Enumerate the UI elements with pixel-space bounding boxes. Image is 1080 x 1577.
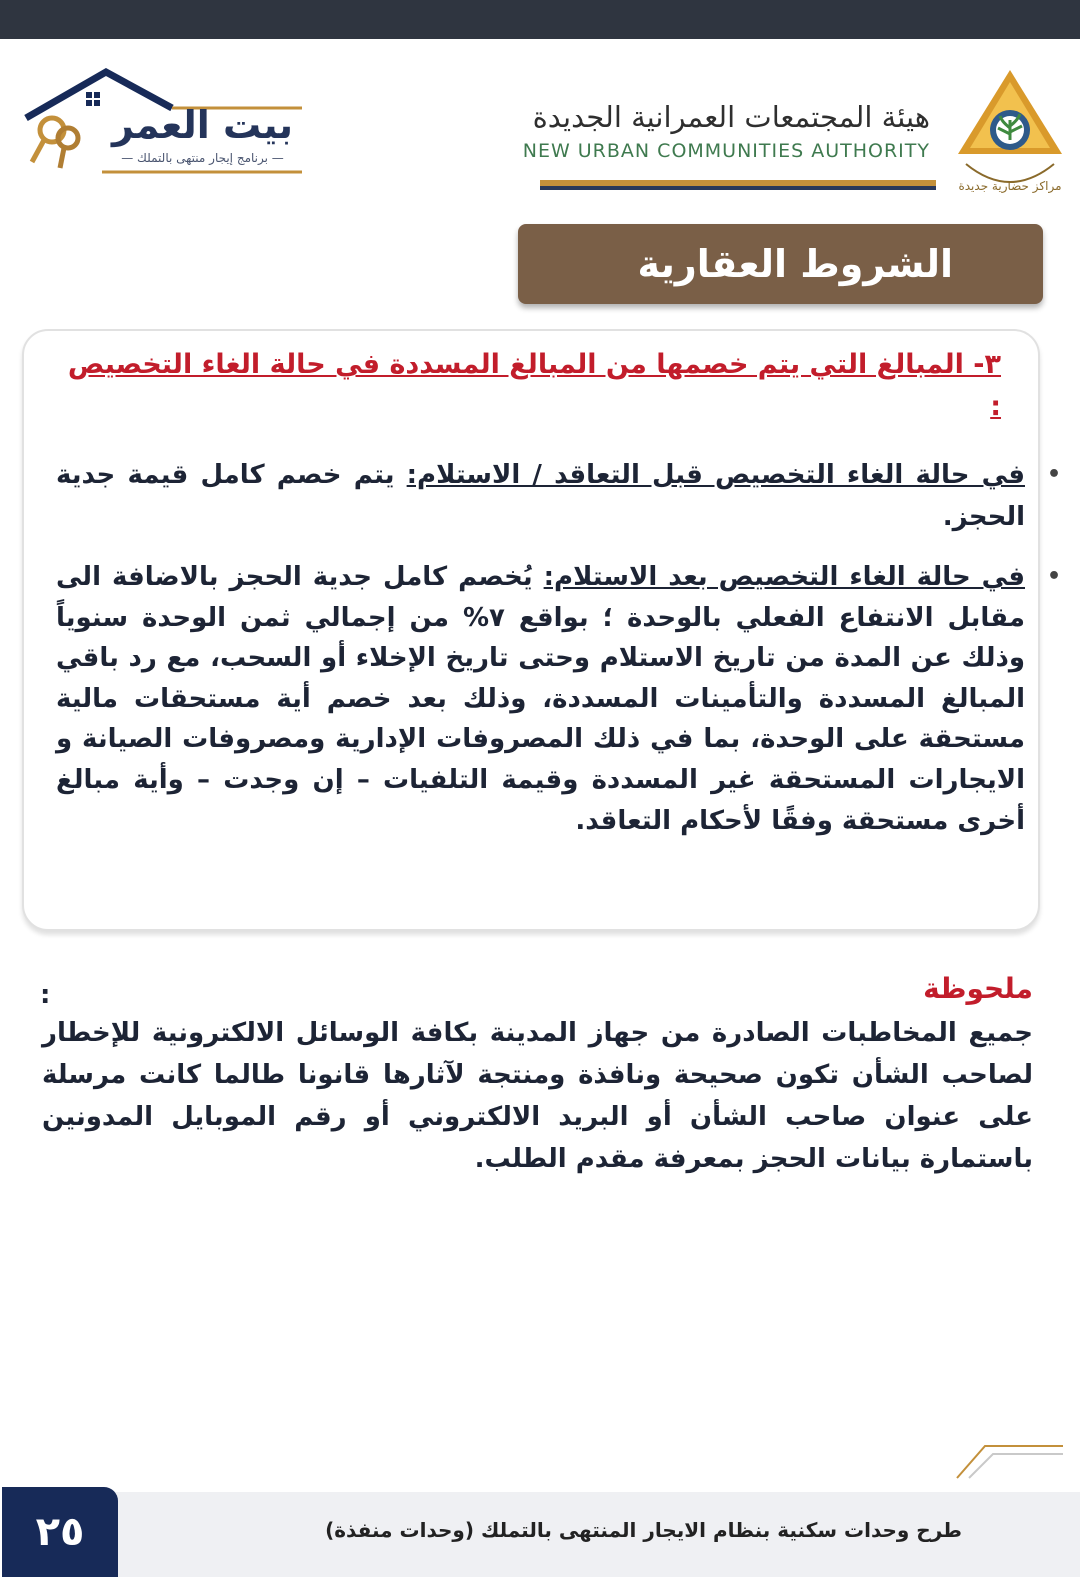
bullet-lead: في حالة الغاء التخصيص قبل التعاقد / الاستلام: bbox=[406, 460, 1025, 490]
authority-name-ar: هيئة المجتمعات العمرانية الجديدة bbox=[532, 100, 930, 134]
bullet-body: يُخصم كامل جدية الحجز بالاضافة الى مقابل الانتفاع الفعلي بالوحدة ؛ بواقع ٧% من إجمالي ثمن الوحدة سنوياً وذلك عن المدة من تاريخ الاستلام وحتى تاريخ الإخلاء أو السحب، مع رد باقي المبالغ المسددة والتأمينات المسددة، وذلك بعد خصم أية مستحقات مالية مستحقة على الوحدة، بما في ذلك المصروفات الإدارية ومصروفات الصيانة و الايجارات المستحقة غير المسددة وقيمة التلفيات – إن وجدت – وأية مبالغ أخرى مستحقة وفقًا لأحكام التعاقد. bbox=[56, 562, 1025, 836]
bullet-item-after-handover bbox=[56, 557, 1061, 841]
nuca-seal-logo bbox=[954, 68, 1066, 200]
footer-caption: طرح وحدات سكنية بنظام الايجار المنتهى بالتملك (وحدات منفذة) bbox=[325, 1518, 962, 1542]
authority-name-en: NEW URBAN COMMUNITIES AUTHORITY bbox=[522, 140, 930, 162]
bullet-dot-icon: • bbox=[1046, 462, 1061, 487]
note-label: ملحوظة bbox=[923, 972, 1033, 1005]
bullet-dot-icon: • bbox=[1046, 564, 1061, 589]
bullet-item-before-handover bbox=[56, 454, 1061, 538]
program-title: بيت العمر bbox=[111, 103, 294, 147]
seal-caption: مراكز حضارية جديدة bbox=[958, 179, 1062, 193]
bullet-lead: في حالة الغاء التخصيص بعد الاستلام: bbox=[543, 562, 1025, 592]
note-colon: : bbox=[40, 980, 51, 1010]
header-divider-navy bbox=[540, 186, 936, 190]
note-text: جميع المخاطبات الصادرة من جهاز المدينة بكافة الوسائل الالكترونية للإخطار لصاحب الشأن تكون صحيحة ونافذة ومنتجة لآثارها قانونا طالما كانت مرسلة على عنوان صاحب الشأن أو البريد الالكتروني أو رقم الموبايل المدونين باستمارة بيانات الحجز بمعرفة مقدم الطلب. bbox=[42, 1018, 1033, 1174]
clause-heading: ٣- المبالغ التي يتم خصمها من المبالغ المسددة في حالة الغاء التخصيص : bbox=[67, 349, 1001, 422]
page-number: ٢٥ bbox=[2, 1487, 118, 1577]
bullet-body: يتم خصم كامل قيمة جدية الحجز. bbox=[56, 460, 1025, 532]
bullet-text bbox=[56, 557, 1025, 841]
section-title: الشروط العقارية bbox=[518, 224, 1043, 304]
footer-decoration bbox=[955, 1440, 1065, 1480]
top-status-bar bbox=[0, 0, 1080, 39]
program-subtitle: — برنامج إيجار منتهى بالتملك — bbox=[121, 151, 284, 165]
bullet-text bbox=[56, 454, 1025, 538]
